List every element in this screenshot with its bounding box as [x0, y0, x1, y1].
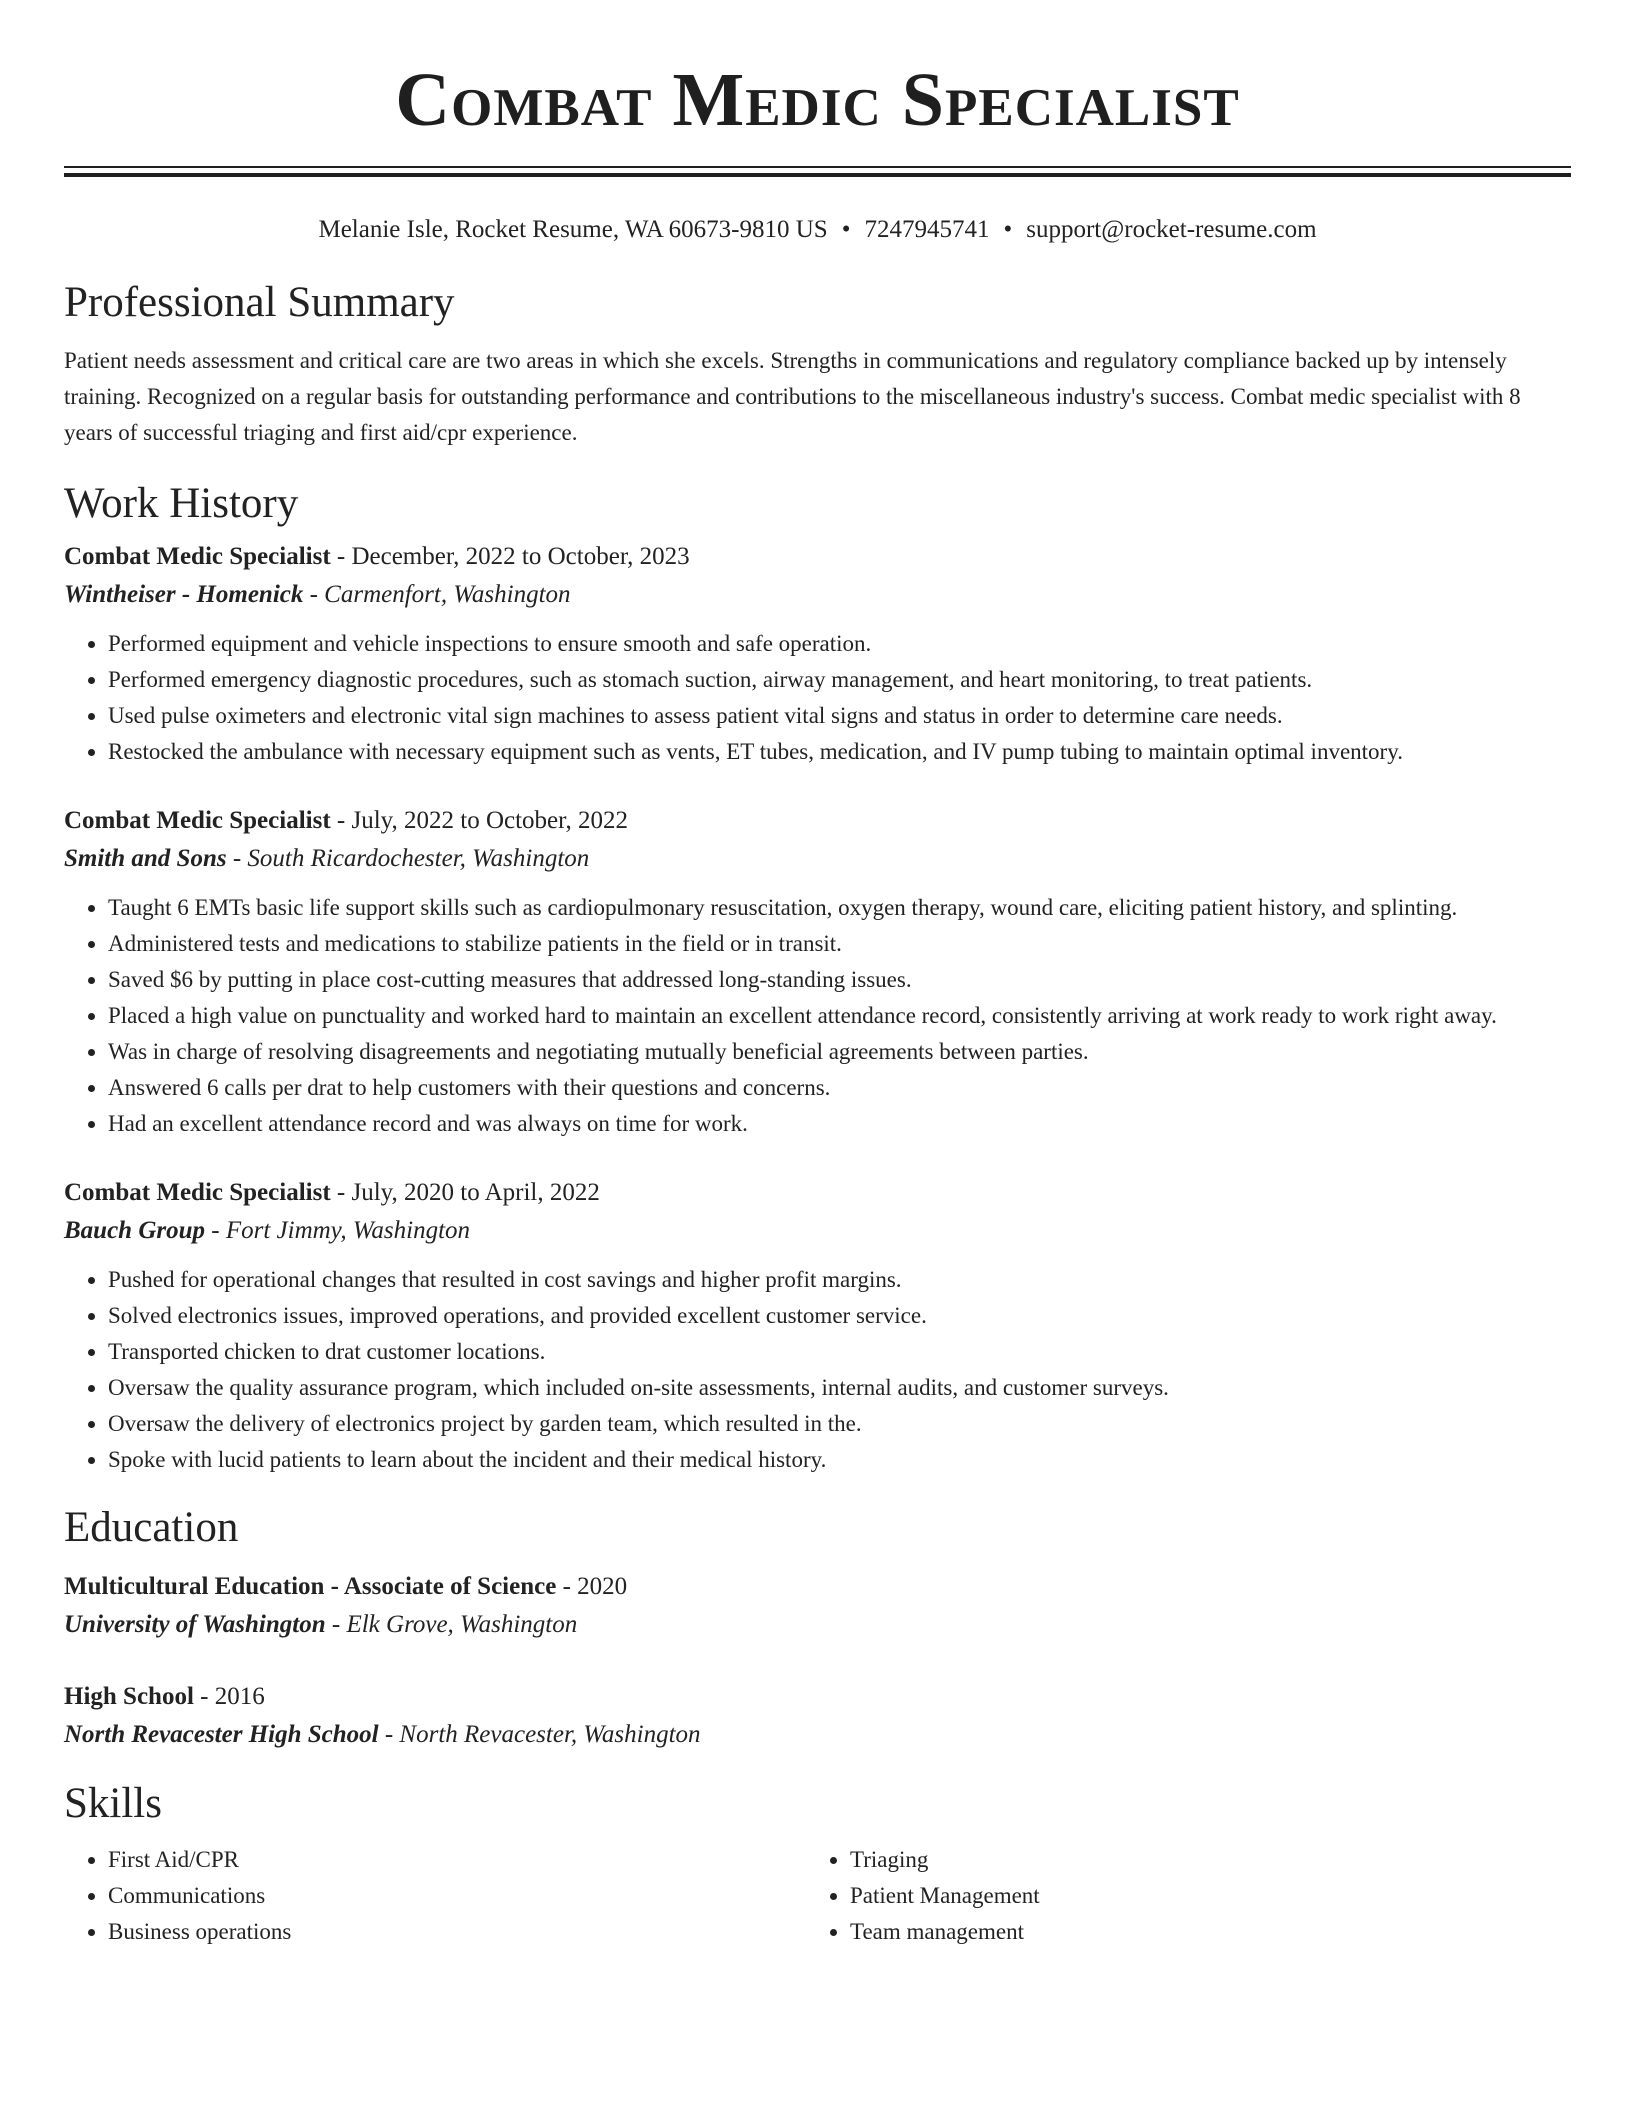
education-degree-line — [64, 1678, 1571, 1716]
job-bullets — [64, 1262, 1571, 1478]
title-divider — [64, 166, 1571, 177]
list-item: • Restocked the ambulance with necessary equipment such as vents, ET tubes, medication, and IV pump tubing to maintain optimal inventory. — [108, 734, 1571, 770]
work-history-heading: Work History — [64, 480, 299, 527]
contact-email: support@rocket-resume.com — [1026, 216, 1317, 243]
job-dates: - July, 2022 to October, 2022 — [330, 807, 628, 834]
education-entry — [64, 1678, 1571, 1754]
job-spacer — [64, 1142, 1571, 1174]
list-item: • Saved $6 by putting in place cost-cutting measures that addressed long-standing issues. — [108, 962, 1571, 998]
education-location: - Elk Grove, Washington — [325, 1611, 578, 1638]
education-school: University of Washington — [64, 1611, 326, 1638]
education-location: - North Revacester, Washington — [378, 1721, 701, 1748]
list-item: • Solved electronics issues, improved operations, and provided excellent customer service. — [108, 1298, 1571, 1334]
skill-item: • Business operations — [108, 1914, 806, 1950]
list-item: • Administered tests and medications to stabilize patients in the field or in transit. — [108, 926, 1571, 962]
job-bullets — [64, 890, 1571, 1142]
job-entry — [64, 538, 1571, 770]
job-title: Combat Medic Specialist — [64, 807, 331, 834]
list-item: • Pushed for operational changes that resulted in cost savings and higher profit margins. — [108, 1262, 1571, 1298]
job-dates: - December, 2022 to October, 2023 — [330, 543, 690, 570]
job-title-line — [64, 538, 1571, 576]
skills-column-left — [64, 1842, 806, 1950]
list-item: • Oversaw the quality assurance program, which included on-site assessments, internal audits, and customer surveys. — [108, 1370, 1571, 1406]
job-company: Bauch Group — [64, 1217, 206, 1244]
job-company-line — [64, 576, 1571, 614]
resume-title: Combat Medic Specialist — [395, 58, 1240, 142]
skill-item: • Team management — [850, 1914, 1548, 1950]
job-bullets — [64, 626, 1571, 770]
contact-line — [64, 214, 1571, 246]
job-company-line — [64, 840, 1571, 878]
list-item: • Answered 6 calls per drat to help customers with their questions and concerns. — [108, 1070, 1571, 1106]
skills-grid — [64, 1842, 1571, 1950]
job-spacer — [64, 770, 1571, 802]
job-title: Combat Medic Specialist — [64, 1179, 331, 1206]
skills-column-right — [806, 1842, 1548, 1950]
job-entry — [64, 1174, 1571, 1478]
education-degree: High School — [64, 1683, 194, 1710]
education-year: - 2020 — [556, 1573, 628, 1600]
education-spacer — [64, 1644, 1571, 1678]
contact-phone: 7247945741 — [864, 216, 990, 243]
job-company: Wintheiser - Homenick — [64, 581, 304, 608]
job-title: Combat Medic Specialist — [64, 543, 331, 570]
contact-separator: • — [1003, 216, 1013, 243]
job-location: - Fort Jimmy, Washington — [205, 1217, 471, 1244]
resume-page — [64, 0, 1571, 1950]
list-item: • Placed a high value on punctuality and worked hard to maintain an excellent attendance record, consistently arriving at work ready to work right away. — [108, 998, 1571, 1034]
job-location: - Carmenfort, Washington — [303, 581, 571, 608]
education-school-line — [64, 1606, 1571, 1644]
skill-item: • First Aid/CPR — [108, 1842, 806, 1878]
job-company: Smith and Sons — [64, 845, 227, 872]
job-location: - South Ricardochester, Washington — [226, 845, 590, 872]
list-item: • Taught 6 EMTs basic life support skills such as cardiopulmonary resuscitation, oxygen therapy, wound care, eliciting patient history, and splinting. — [108, 890, 1571, 926]
education-school-line — [64, 1716, 1571, 1754]
job-company-line — [64, 1212, 1571, 1250]
job-title-line — [64, 802, 1571, 840]
list-item: • Transported chicken to drat customer locations. — [108, 1334, 1571, 1370]
list-item: • Spoke with lucid patients to learn about the incident and their medical history. — [108, 1442, 1571, 1478]
education-entry — [64, 1568, 1571, 1644]
job-title-line — [64, 1174, 1571, 1212]
contact-address: Melanie Isle, Rocket Resume, WA 60673-9810 US — [318, 216, 828, 243]
list-item: • Was in charge of resolving disagreements and negotiating mutually beneficial agreements between parties. — [108, 1034, 1571, 1070]
list-item: • Used pulse oximeters and electronic vital sign machines to assess patient vital signs and status in order to determine care needs. — [108, 698, 1571, 734]
skill-item: • Triaging — [850, 1842, 1548, 1878]
job-entry — [64, 802, 1571, 1142]
list-item: • Oversaw the delivery of electronics project by garden team, which resulted in the. — [108, 1406, 1571, 1442]
summary-text: Patient needs assessment and critical care are two areas in which she excels. Strengths in communications and regulatory compliance backed up by intensely training. Recognized on a regular basis for outstanding performance and contributions to the miscellaneous industry's success. Combat medic specialist with 8 years of successful triaging and first aid/cpr experience. — [64, 348, 1521, 445]
summary-heading: Professional Summary — [64, 279, 455, 326]
education-year: - 2016 — [193, 1683, 265, 1710]
job-dates: - July, 2020 to April, 2022 — [330, 1179, 600, 1206]
education-heading: Education — [64, 1504, 239, 1551]
education-school: North Revacester High School — [64, 1721, 379, 1748]
list-item: • Had an excellent attendance record and was always on time for work. — [108, 1106, 1571, 1142]
contact-separator: • — [841, 216, 851, 243]
skill-item: • Patient Management — [850, 1878, 1548, 1914]
list-item: • Performed equipment and vehicle inspections to ensure smooth and safe operation. — [108, 626, 1571, 662]
education-degree: Multicultural Education - Associate of Science — [64, 1573, 557, 1600]
education-degree-line — [64, 1568, 1571, 1606]
list-item: • Performed emergency diagnostic procedures, such as stomach suction, airway management, and heart monitoring, to treat patients. — [108, 662, 1571, 698]
skills-heading: Skills — [64, 1780, 162, 1827]
skill-item: • Communications — [108, 1878, 806, 1914]
